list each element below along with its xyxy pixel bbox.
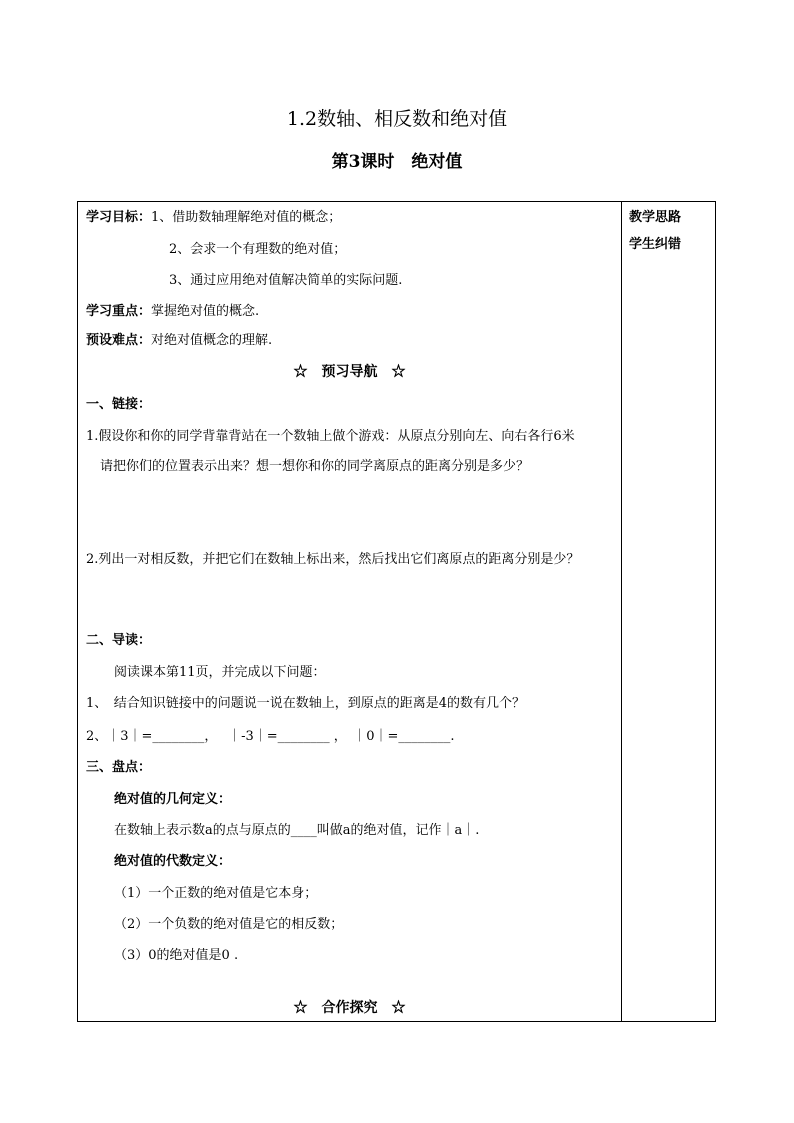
algebraic-rule-1: （1）一个正数的绝对值是它本身； xyxy=(114,886,318,901)
difficulty-label: 预设难点： xyxy=(86,333,152,348)
key-point-text: 掌握绝对值的概念. xyxy=(151,304,260,319)
question-2: 2.列出一对相反数，并把它们在数轴上标出来，然后找出它们离原点的距离分别是少？ xyxy=(86,552,580,567)
sidebar-teaching-ideas: 教学思路 xyxy=(629,210,682,225)
section-1-heading: 一、链接： xyxy=(86,397,152,412)
sidebar-student-corrections: 学生纠错 xyxy=(629,237,682,252)
reading-question-1: 1、 结合知识链接中的问题说一说在数轴上，到原点的距离是4的数有几个？ xyxy=(86,696,526,711)
objective-item-2: 2、会求一个有理数的绝对值； xyxy=(169,242,347,257)
column-divider xyxy=(621,202,622,1021)
lesson-table xyxy=(77,201,716,1022)
lesson-subtitle: 第3课时 绝对值 xyxy=(331,152,463,172)
question-1-line-1: 1.假设你和你的同学背靠背站在一个数轴上做个游戏：从原点分别向左、向右各行6米 xyxy=(86,429,575,444)
algebraic-definition-title: 绝对值的代数定义： xyxy=(114,854,232,869)
question-1-line-2: 请把你们的位置表示出来？想一想你和你的同学离原点的距离分别是多少？ xyxy=(100,459,530,474)
difficulty-row xyxy=(86,332,272,350)
reading-question-2: 2、｜3｜=________， ｜-3｜=________ ， ｜0｜=________. xyxy=(86,729,455,744)
objective-item-1: 1、借助数轴理解绝对值的概念； xyxy=(151,210,342,225)
difficulty-text: 对绝对值概念的理解. xyxy=(151,333,273,348)
algebraic-rule-2: （2）一个负数的绝对值是它的相反数； xyxy=(114,917,344,932)
preview-guide-heading: ☆ 预习导航 ☆ xyxy=(293,364,406,380)
geometric-definition-title: 绝对值的几何定义： xyxy=(114,792,232,807)
document-title: 1.2数轴、相反数和绝对值 xyxy=(286,108,508,130)
key-point-label: 学习重点： xyxy=(86,304,152,319)
objectives-row xyxy=(86,209,341,227)
key-point-row xyxy=(86,303,259,321)
objectives-label: 学习目标： xyxy=(86,210,152,225)
objective-item-3: 3、通过应用绝对值解决简单的实际问题. xyxy=(169,273,403,288)
reading-instruction: 阅读课本第11页，并完成以下问题： xyxy=(114,665,326,680)
algebraic-rule-3: （3）0的绝对值是0 . xyxy=(114,948,239,963)
geometric-definition-text: 在数轴上表示数a的点与原点的____叫做a的绝对值，记作｜a｜. xyxy=(114,823,480,838)
section-2-heading: 二、导读： xyxy=(86,633,152,648)
cooperative-exploration-heading: ☆ 合作探究 ☆ xyxy=(293,1000,406,1016)
section-3-heading: 三、盘点： xyxy=(86,760,152,775)
